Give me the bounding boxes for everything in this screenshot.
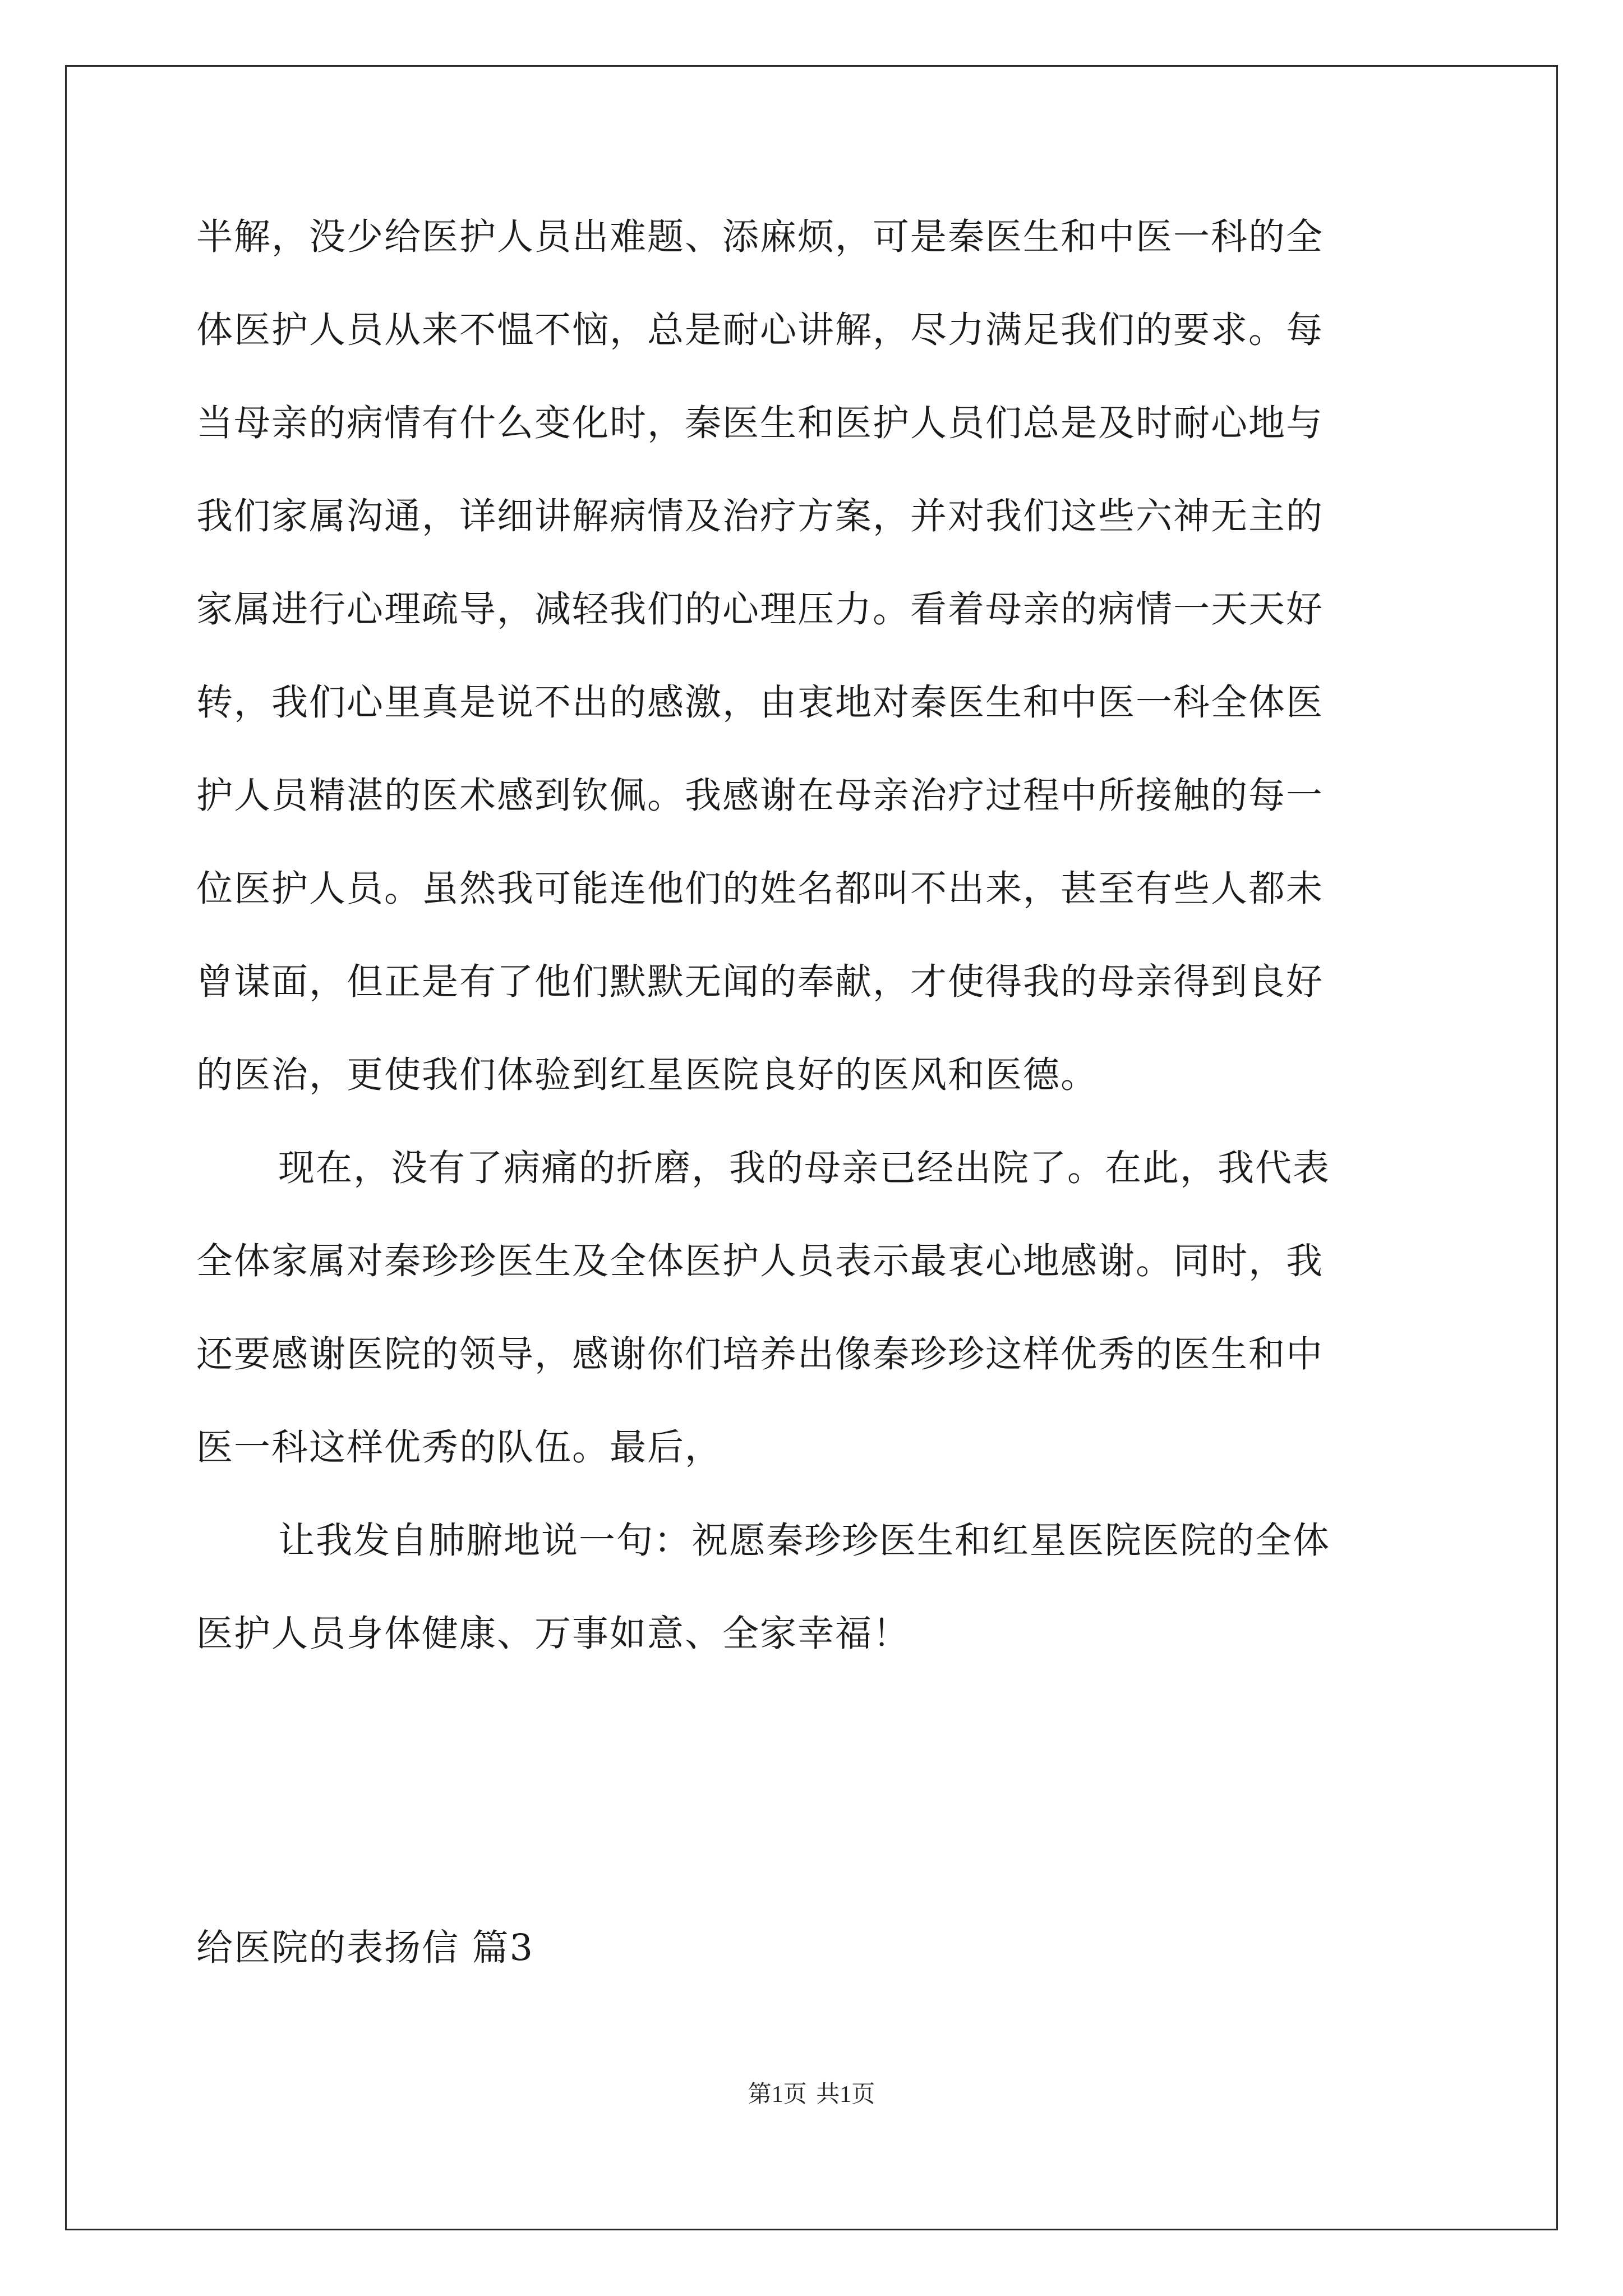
text-line: 护人员精湛的医术感到钦佩。我感谢在母亲治疗过程中所接触的每一 [196, 775, 1324, 817]
text-line: 曾谋面，但正是有了他们默默无闻的奉献，才使得我的母亲得到良好 [196, 961, 1324, 1003]
text-line: 医一科这样优秀的队伍。最后， [196, 1427, 723, 1469]
page-number-footer: 第1页 共1页 [748, 2082, 875, 2108]
text-line: 让我发自肺腑地说一句：祝愿秦珍珍医生和红星医院医院的全体 [278, 1520, 1331, 1562]
section-heading: 给医院的表扬信 篇3 [196, 1927, 534, 1969]
text-line: 医护人员身体健康、万事如意、全家幸福！ [196, 1613, 911, 1655]
text-line: 家属进行心理疏导，减轻我们的心理压力。看着母亲的病情一天天好 [196, 588, 1324, 631]
text-line: 还要感谢医院的领导，感谢你们培养出像秦珍珍这样优秀的医生和中 [196, 1333, 1324, 1375]
letter-body [196, 191, 1430, 1681]
text-line: 体医护人员从来不愠不恼，总是耐心讲解，尽力满足我们的要求。每 [196, 309, 1324, 351]
text-line: 转，我们心里真是说不出的感激，由衷地对秦医生和中医一科全体医 [196, 682, 1324, 724]
text-line: 全体家属对秦珍珍医生及全体医护人员表示最衷心地感谢。同时，我 [196, 1240, 1324, 1282]
text-line: 当母亲的病情有什么变化时，秦医生和医护人员们总是及时耐心地与 [196, 402, 1324, 444]
text-line: 我们家属沟通，详细讲解病情及治疗方案，并对我们这些六神无主的 [196, 495, 1324, 537]
text-line: 位医护人员。虽然我可能连他们的姓名都叫不出来，甚至有些人都未 [196, 868, 1324, 910]
text-line: 的医治，更使我们体验到红星医院良好的医风和医德。 [196, 1054, 1099, 1096]
text-line: 现在，没有了病痛的折磨，我的母亲已经出院了。在此，我代表 [278, 1147, 1331, 1189]
text-line: 半解，没少给医护人员出难题、添麻烦，可是秦医生和中医一科的全 [196, 216, 1324, 258]
